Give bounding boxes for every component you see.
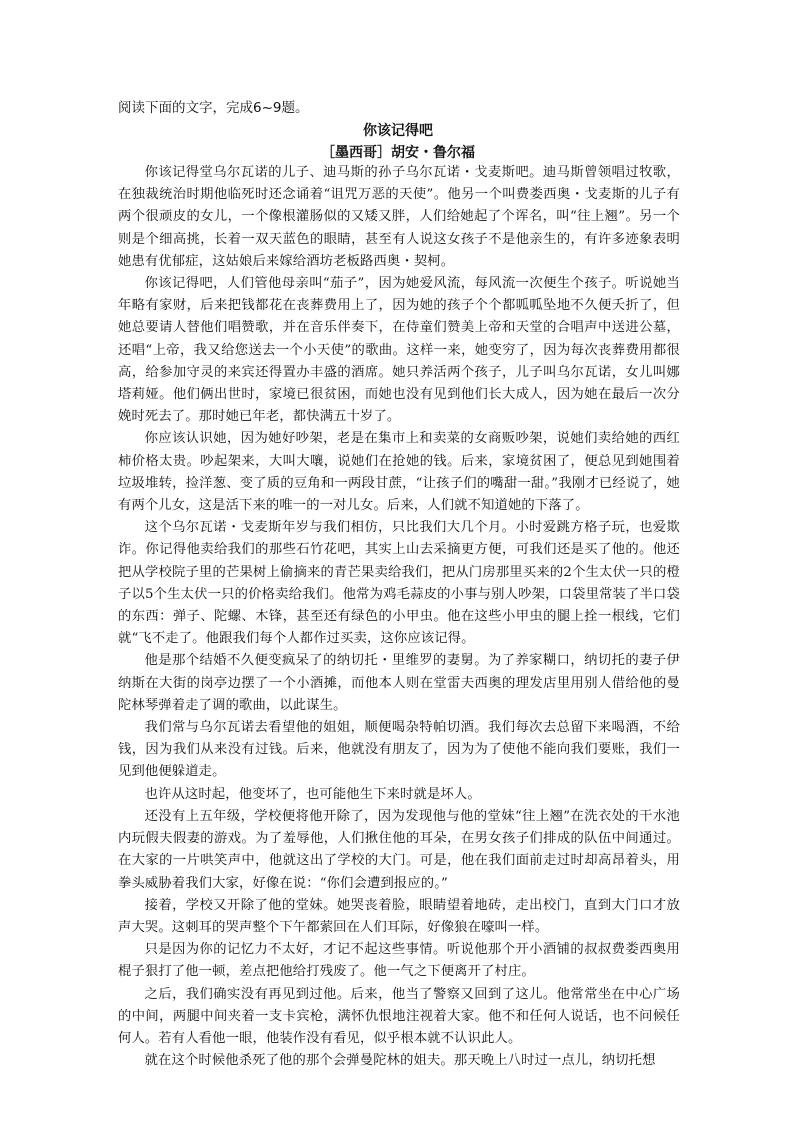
paragraph-12: 就在这个时候他杀死了他的那个会弹曼陀林的姐夫。那天晚上八时过一点儿，纳切托想 (144, 1053, 656, 1069)
author-byline: ［墨西哥］胡安・鲁尔福 (321, 145, 475, 161)
paragraph-9: 接着，学校又开除了他的堂妹。她哭丧着脸，眼睛望着地砖，走出校门，直到大门口才放声大哭。这刺耳的哭声整个下午都萦回在人们耳际，好像狼在嚎叫一样。 (118, 897, 680, 935)
paragraph-4: 这个乌尔瓦诺・戈麦斯年岁与我们相仿，只比我们大几个月。小时爱跳方格子玩，也爱欺诈。你记得他卖给我们的那些石竹花吧，其实上山去采摘更方便，可我们还是买了他的。他还把从学校院子里的芒果树上偷摘来的青芒果卖给我们，把从门房那里买来的2个生太伏一只的橙子以5个生太伏一只的价格卖给我们。他常为鸡毛蒜皮的小事与别人吵架，口袋里常装了半口袋的东西：弹子、陀螺、木锋，甚至还有绿色的小甲虫。他在这些小甲虫的腿上拴一根线，它们就“飞不走了。他跟我们每个人都作过买卖，这你应该记得。 (118, 520, 680, 647)
paragraph-10: 只是因为你的记忆力不太好，才记不起这些事情。听说他那个开小酒铺的叔叔费娄西奥用棍子狠打了他一顿，差点把他给打残废了。他一气之下便离开了村庄。 (118, 942, 680, 980)
paragraph-6: 我们常与乌尔瓦诺去看望他的姐姐，顺便喝杂特帕切酒。我们每次去总留下来喝酒，不给钱，因为我们从来没有过钱。后来，他就没有朋友了，因为为了使他不能向我们要账，我们一见到他便躲道走。 (118, 720, 680, 780)
paragraph-11: 之后，我们确实没有再见到过他。后来，他当了警察又回到了这儿。他常常坐在中心广场的中间，两腿中间夹着一支卡宾枪，满怀仇恨地注视着大家。他不和任何人说话，也不问候任何人。若有人看他一眼，他装作没有看见，似乎根本就不认识此人。 (118, 986, 680, 1046)
paragraph-5: 他是那个结婚不久便变疯呆了的纳切托・里维罗的妻舅。为了养家糊口，纳切托的妻子伊纳斯在大街的岗亭边摆了一个小酒摊，而他本人则在堂雷夫西奥的理发店里用别人借给他的曼陀林琴弹着走了调的歌曲，以此谋生。 (118, 653, 680, 713)
story-title: 你该记得吧 (363, 123, 433, 139)
paragraph-1: 你该记得堂乌尔瓦诺的儿子、迪马斯的孙子乌尔瓦诺・戈麦斯吧。迪马斯曾领唱过牧歌，在独裁统治时期他临死时还念诵着“诅咒万恶的天使”。他另一个叫费娄西奥・戈麦斯的儿子有两个很顽皮的女儿，一个像根灌肠似的又矮又胖，人们给她起了个诨名，叫“往上翘”。另一个则是个细高挑，长着一双天蓝色的眼睛，甚至有人说这女孩子不是他亲生的，有许多迹象表明她患有优郁症，这姑娘后来嫁给酒坊老板路西奥・契柯。 (118, 165, 680, 269)
paragraph-7: 也许从这时起，他变坏了，也可能他生下来时就是坏人。 (144, 786, 481, 802)
question-instruction: 阅读下面的文字，完成6~9题。 (118, 100, 309, 116)
paragraph-2: 你该记得吧，人们管他母亲叫“茄子”，因为她爱风流，每风流一次便生个孩子。听说她当年略有家财，后来把钱都花在丧葬费用上了，因为她的孩子个个都呱呱坠地不久便夭折了，但她总要请人替他们唱赞歌，并在音乐伴奏下，在侍童们赞美上帝和天堂的合唱声中送进公墓，还唱“上帝，我又给您送去一个小天使”的歌曲。这样一来，她变穷了，因为每次丧葬费用都很高，给参加守灵的来宾还得置办丰盛的酒席。她只养活两个孩子，儿子叫乌尔瓦诺，女儿叫娜塔莉娅。他们俩出世时，家境已很贫困，而她也没有见到他们长大成人，因为她在最后一次分娩时死去了。那时她已年老，都快满五十岁了。 (118, 276, 680, 425)
story-body (118, 162, 680, 1072)
paragraph-8: 还没有上五年级，学校便将他开除了，因为发现他与他的堂妹“往上翘”在洗衣处的干水池内玩假夫假妻的游戏。为了羞辱他，人们揪住他的耳朵，在男女孩子们排成的队伍中间通过。在大家的一片哄笑声中，他就这出了学校的大门。可是，他在我们面前走过时却高昂着头，用拳头威胁着我们大家，好像在说：“你们会遭到报应的。” (118, 808, 680, 891)
paragraph-3: 你应该认识她，因为她好吵架，老是在集市上和卖菜的女商贩吵架，说她们卖给她的西红柿价格太贵。吵起架来，大叫大嚷，说她们在抢她的钱。后来，家境贫困了，便总见到她围着垃圾堆转，捡洋葱、变了质的豆角和一两段甘蔗，“让孩子们的嘴甜一甜。”我刚才已经说了，她有两个儿女，这是活下来的唯一的一对儿女。后来，人们就不知道她的下落了。 (118, 431, 680, 514)
